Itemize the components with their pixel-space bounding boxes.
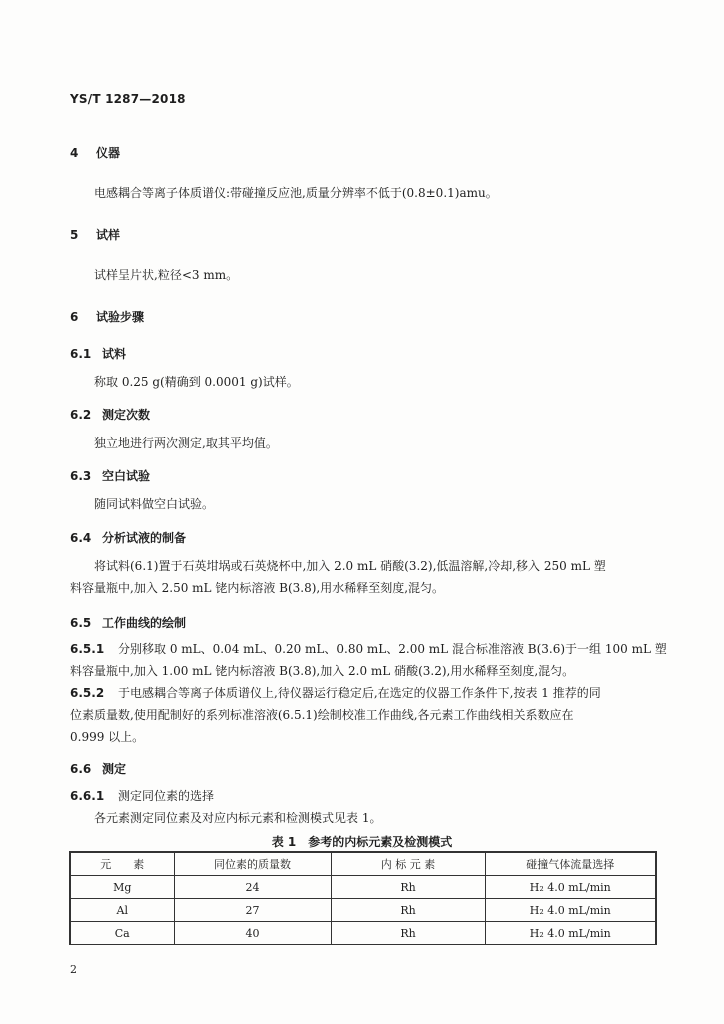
section-6-2-heading bbox=[70, 406, 150, 423]
table-row bbox=[70, 922, 656, 945]
section-6-1-heading bbox=[70, 345, 126, 362]
table-cell: Rh bbox=[331, 922, 485, 945]
section-6-heading bbox=[70, 308, 144, 325]
section-6-5-2-line-2: 位素质量数,使用配制好的系列标准溶液(6.5.1)绘制校准工作曲线,各元素工作曲线相关系数应在 bbox=[70, 708, 574, 722]
section-6-6-1-heading bbox=[70, 787, 214, 804]
page-number: 2 bbox=[70, 963, 77, 976]
table-row bbox=[70, 899, 656, 922]
section-6-1-text: 称取 0.25 g(精确到 0.0001 g)试样。 bbox=[94, 375, 299, 389]
table-cell: H₂ 4.0 mL/min bbox=[485, 899, 656, 922]
table-header-row bbox=[70, 852, 656, 876]
section-6-5-2-line-3: 0.999 以上。 bbox=[70, 730, 145, 744]
section-number: 6.1 bbox=[70, 347, 92, 361]
section-6-6-heading bbox=[70, 760, 126, 777]
section-number: 6 bbox=[70, 310, 79, 324]
table-cell: Mg bbox=[70, 876, 174, 899]
table-cell: H₂ 4.0 mL/min bbox=[485, 922, 656, 945]
section-6-5-1-line-2: 料容量瓶中,加入 1.00 mL 铑内标溶液 B(3.8),加入 2.0 mL 硝酸(3.2),用水稀释至刻度,混匀。 bbox=[70, 664, 575, 678]
section-number: 6.5.2 bbox=[70, 686, 105, 700]
section-6-2-text: 独立地进行两次测定,取其平均值。 bbox=[94, 436, 278, 450]
paragraph-text: 于电感耦合等离子体质谱仪上,待仪器运行稳定后,在选定的仪器工作条件下,按表 1 推荐的同 bbox=[118, 686, 601, 700]
section-4-heading bbox=[70, 144, 120, 161]
table-cell: 24 bbox=[174, 876, 331, 899]
section-6-5-heading bbox=[70, 614, 186, 631]
header-isotope-mass: 同位素的质量数 bbox=[174, 852, 331, 876]
table-cell: 40 bbox=[174, 922, 331, 945]
section-6-6-1-text: 各元素测定同位素及对应内标元素和检测模式见表 1。 bbox=[94, 811, 382, 825]
section-number: 6.4 bbox=[70, 531, 92, 545]
table-cell: Rh bbox=[331, 899, 485, 922]
section-6-3-heading bbox=[70, 467, 150, 484]
section-6-4-line-2: 料容量瓶中,加入 2.50 mL 铑内标溶液 B(3.8),用水稀释至刻度,混匀。 bbox=[70, 581, 445, 595]
section-number: 6.5 bbox=[70, 616, 92, 630]
section-title: 仪器 bbox=[96, 146, 121, 160]
section-6-5-2-line-1 bbox=[70, 684, 601, 701]
table-cell: 27 bbox=[174, 899, 331, 922]
section-title: 空白试验 bbox=[102, 469, 151, 483]
section-title: 试料 bbox=[102, 347, 127, 361]
section-5-heading bbox=[70, 226, 120, 243]
section-number: 4 bbox=[70, 146, 79, 160]
section-title: 试样 bbox=[96, 228, 121, 242]
reference-table bbox=[69, 851, 657, 945]
header-element: 元 素 bbox=[70, 852, 174, 876]
section-number: 6.3 bbox=[70, 469, 92, 483]
table-caption: 表 1 参考的内标元素及检测模式 bbox=[271, 835, 453, 849]
table-row bbox=[70, 876, 656, 899]
header-internal-standard: 内 标 元 素 bbox=[331, 852, 485, 876]
table-cell: H₂ 4.0 mL/min bbox=[485, 876, 656, 899]
paragraph-text: 分别移取 0 mL、0.04 mL、0.20 mL、0.80 mL、2.00 mL 混合标准溶液 B(3.6)于一组 100 mL 塑 bbox=[118, 642, 667, 656]
standard-code: YS/T 1287—2018 bbox=[70, 92, 186, 106]
table-cell: Al bbox=[70, 899, 174, 922]
section-5-text: 试样呈片状,粒径<3 mm。 bbox=[94, 268, 239, 282]
section-6-4-heading bbox=[70, 529, 186, 546]
section-number: 6.5.1 bbox=[70, 642, 105, 656]
section-title: 测定次数 bbox=[102, 408, 151, 422]
section-number: 5 bbox=[70, 228, 79, 242]
section-number: 6.2 bbox=[70, 408, 92, 422]
section-number: 6.6 bbox=[70, 762, 92, 776]
section-6-4-line-1: 将试料(6.1)置于石英坩埚或石英烧杯中,加入 2.0 mL 硝酸(3.2),低温溶解,冷却,移入 250 mL 塑 bbox=[94, 559, 606, 573]
table-cell: Rh bbox=[331, 876, 485, 899]
section-title: 工作曲线的绘制 bbox=[102, 616, 187, 630]
section-title: 测定 bbox=[102, 762, 127, 776]
section-6-5-1-line-1 bbox=[70, 640, 667, 657]
section-6-3-text: 随同试料做空白试验。 bbox=[94, 497, 215, 511]
section-title: 分析试液的制备 bbox=[102, 531, 187, 545]
section-4-text: 电感耦合等离子体质谱仪:带碰撞反应池,质量分辨率不低于(0.8±0.1)amu。 bbox=[94, 186, 498, 200]
table-cell: Ca bbox=[70, 922, 174, 945]
section-title: 试验步骤 bbox=[96, 310, 145, 324]
header-collision-gas: 碰撞气体流量选择 bbox=[485, 852, 656, 876]
section-number: 6.6.1 bbox=[70, 789, 105, 803]
section-title: 测定同位素的选择 bbox=[118, 789, 215, 803]
